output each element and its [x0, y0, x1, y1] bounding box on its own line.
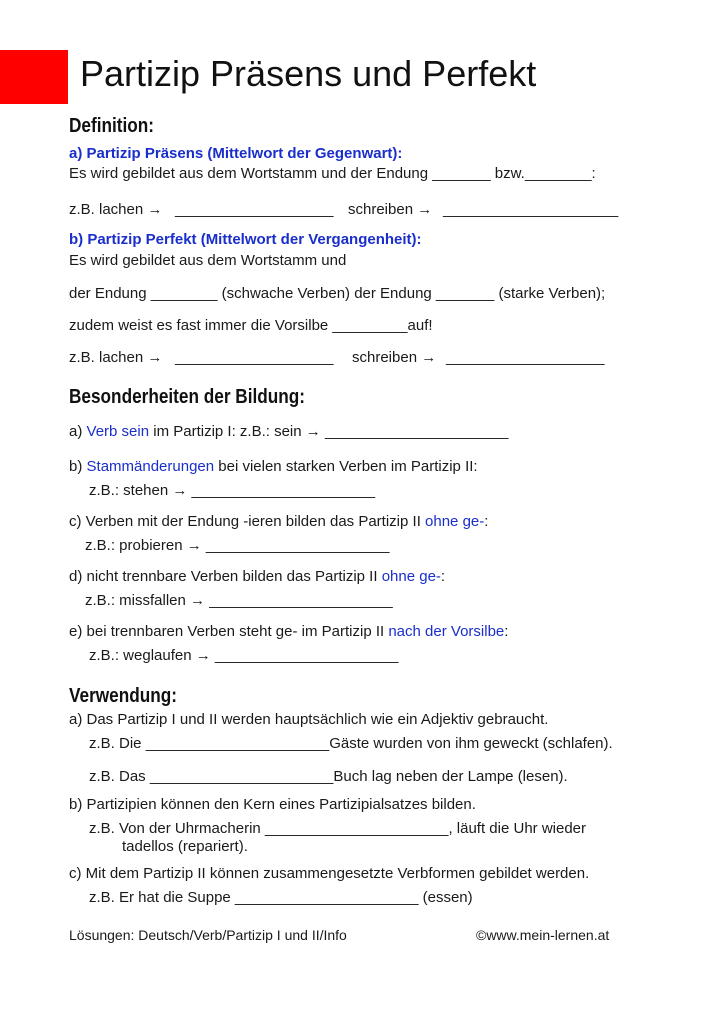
definition-a-line: Es wird gebildet aus dem Wortstamm und der Endung _______ bzw.________: — [69, 165, 596, 182]
besonderheiten-e-line: e) bei trennbaren Verben steht ge- im Partizip II nach der Vorsilbe: — [69, 623, 509, 640]
besonderheiten-heading: Besonderheiten der Bildung: — [69, 386, 306, 408]
verwendung-c-example: z.B. Er hat die Suppe ______________________ (essen) — [89, 889, 473, 906]
besonderheiten-b-line: b) Stammänderungen bei vielen starken Verben im Partizip II: — [69, 458, 478, 475]
definition-heading: Definition: — [69, 115, 155, 137]
definition-a-example-label: z.B. lachen → — [69, 201, 163, 218]
definition-b-line-1: Es wird gebildet aus dem Wortstamm und — [69, 252, 347, 269]
footer-solutions-path: Lösungen: Deutsch/Verb/Partizip I und II/Info — [69, 927, 347, 943]
besonderheiten-d-line: d) nicht trennbare Verben bilden das Partizip II ohne ge-: — [69, 568, 446, 585]
besonderheiten-a-blank: ______________________ — [324, 423, 509, 440]
footer-copyright: ©www.mein-lernen.at — [476, 927, 610, 943]
definition-b-example-label: z.B. lachen → — [69, 349, 163, 366]
verwendung-c-line: c) Mit dem Partizip II können zusammengesetzte Verbformen gebildet werden. — [69, 865, 590, 882]
verwendung-b-line: b) Partizipien können den Kern eines Partizipialsatzes bilden. — [69, 796, 476, 813]
definition-a-blank-2: _____________________ — [443, 201, 619, 218]
besonderheiten-c-example: z.B.: probieren → ______________________ — [85, 537, 390, 554]
definition-b-line-3: zudem weist es fast immer die Vorsilbe _________auf! — [69, 317, 433, 334]
definition-b-blank-1: ___________________ — [175, 349, 334, 366]
verwendung-heading: Verwendung: — [69, 685, 177, 707]
verwendung-b-example: z.B. Von der Uhrmacherin ______________________, läuft die Uhr wieder — [89, 820, 587, 837]
ohne-ge-highlight-c: ohne ge- — [425, 513, 485, 530]
verwendung-a-blank-2: ______________________ — [149, 768, 334, 785]
verwendung-c-blank: ______________________ — [234, 889, 419, 906]
nach-der-vorsilbe-highlight: nach der Vorsilbe — [388, 623, 505, 640]
besonderheiten-d-blank: ______________________ — [209, 592, 393, 609]
besonderheiten-e-blank: ______________________ — [214, 647, 399, 664]
verwendung-b-blank: ______________________ — [264, 820, 449, 837]
ohne-ge-highlight-d: ohne ge- — [381, 568, 441, 585]
partizip-perfekt-heading: b) Partizip Perfekt (Mittelwort der Vergangenheit): — [69, 231, 422, 248]
besonderheiten-c-blank: ______________________ — [205, 537, 390, 554]
verwendung-b-example-line-2: tadellos (repariert). — [122, 838, 248, 855]
verb-sein-highlight: Verb sein — [86, 423, 150, 440]
definition-a-example-mid: schreiben → — [348, 201, 433, 218]
besonderheiten-c-line: c) Verben mit der Endung -ieren bilden das Partizip II ohne ge-: — [69, 513, 489, 530]
definition-b-example-mid: schreiben → — [352, 349, 437, 366]
besonderheiten-e-example: z.B.: weglaufen → ______________________ — [89, 647, 399, 664]
definition-b-line-2: der Endung ________ (schwache Verben) der Endung _______ (starke Verben); — [69, 285, 606, 302]
partizip-praesens-heading: a) Partizip Präsens (Mittelwort der Gegenwart): — [69, 145, 403, 162]
definition-a-blank-1: ___________________ — [175, 201, 334, 218]
besonderheiten-b-example: z.B.: stehen → ______________________ — [89, 482, 376, 499]
definition-b-blank-2: ___________________ — [446, 349, 605, 366]
verwendung-a-example-2: z.B. Das ______________________Buch lag neben der Lampe (lesen). — [89, 768, 568, 785]
besonderheiten-a-line: a) Verb sein im Partizip I: z.B.: sein → ______________________ — [69, 423, 509, 440]
besonderheiten-d-example: z.B.: missfallen → ______________________ — [85, 592, 393, 609]
verwendung-a-line: a) Das Partizip I und II werden hauptsächlich wie ein Adjektiv gebraucht. — [69, 711, 549, 728]
verwendung-a-blank-1: ______________________ — [145, 735, 330, 752]
besonderheiten-b-blank: ______________________ — [191, 482, 376, 499]
verwendung-a-example-1: z.B. Die ______________________Gäste wurden von ihm geweckt (schlafen). — [89, 735, 613, 752]
page-title: Partizip Präsens und Perfekt — [80, 53, 537, 94]
stammaenderungen-highlight: Stammänderungen — [86, 458, 215, 475]
red-corner-block — [0, 50, 68, 104]
